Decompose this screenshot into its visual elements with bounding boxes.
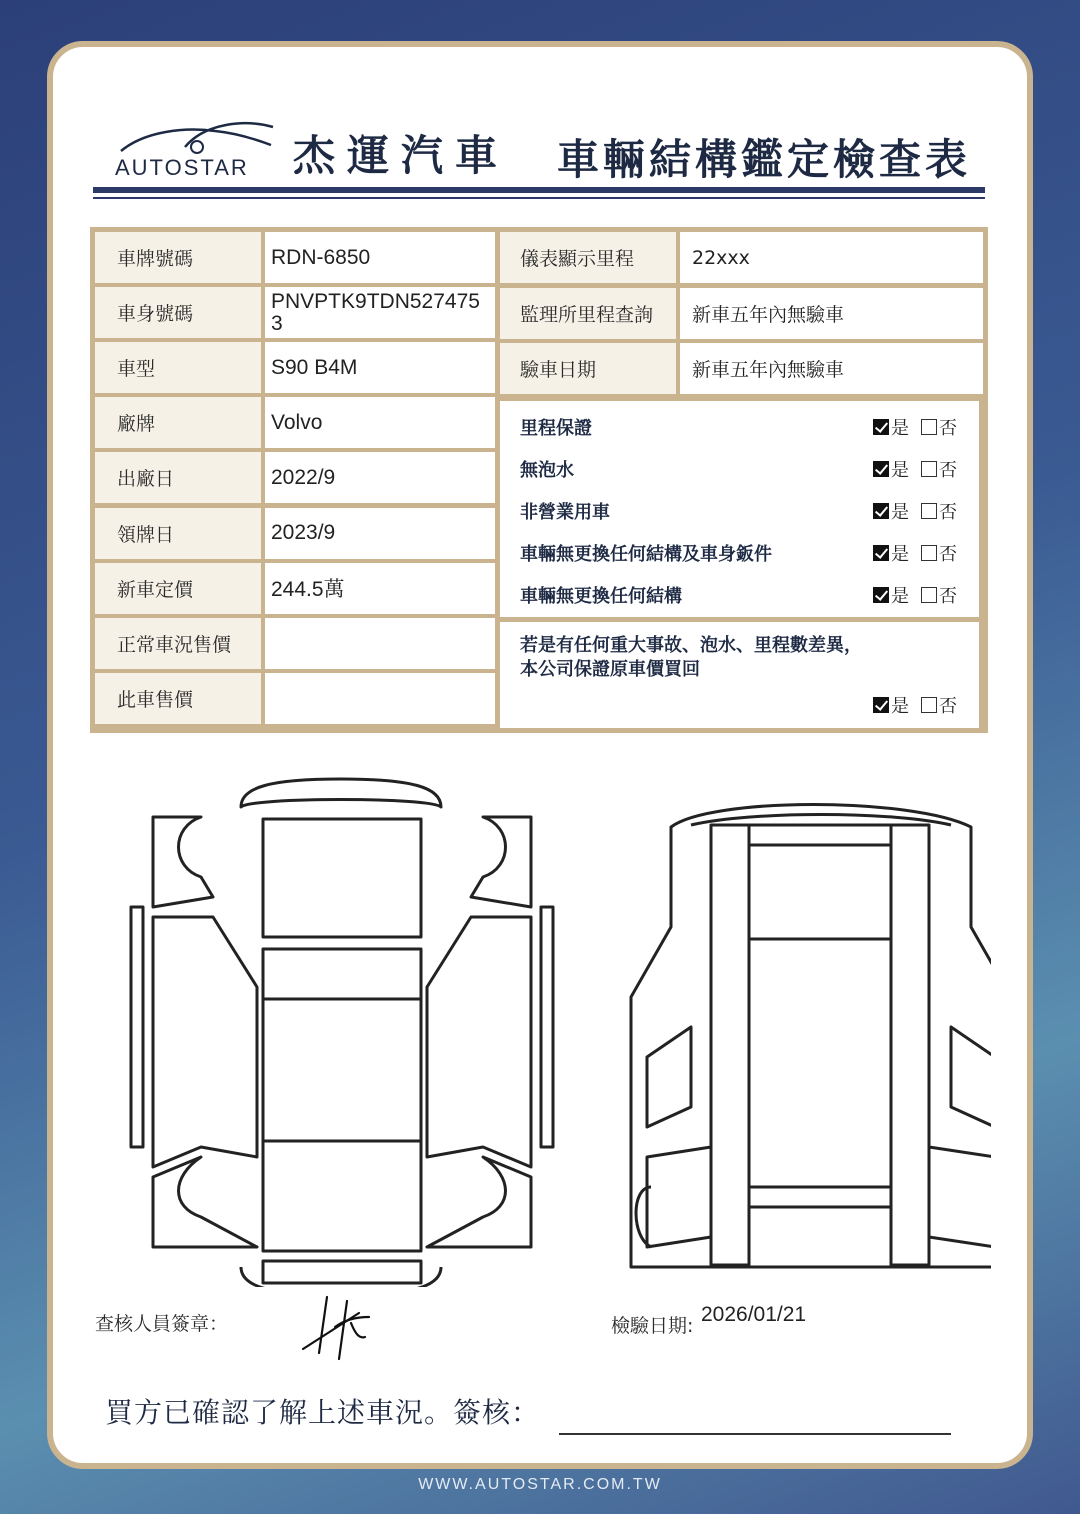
diagram-front-view-bumper <box>647 1147 991 1247</box>
checklist-no-label: 否 <box>939 502 957 523</box>
mileage-row-label-text: 儀表顯示里程 <box>520 248 635 270</box>
diagram-front-bumper <box>241 779 441 807</box>
vehicle-row-label <box>95 673 261 724</box>
checklist-yes-label: 是 <box>891 502 909 523</box>
checklist-yes-label: 是 <box>891 544 909 565</box>
diagram-left-rocker <box>131 907 143 1147</box>
vehicle-row <box>95 232 495 283</box>
buyback-yes-checkbox[interactable] <box>873 697 889 713</box>
diagram-right-doors <box>427 917 531 1167</box>
vehicle-row-value: S90 B4M <box>265 342 495 393</box>
mileage-row-value: 新車五年內無驗車 <box>680 288 983 339</box>
vehicle-row-value: 2022/9 <box>265 452 495 503</box>
checklist-yes-no <box>873 540 957 566</box>
diagram-right-fender <box>471 817 531 907</box>
buyback-no-label: 否 <box>939 696 957 717</box>
mileage-row-label <box>500 288 676 339</box>
mileage-row-label <box>500 232 676 283</box>
vehicle-row <box>95 508 495 559</box>
vehicle-row-label-text: 領牌日 <box>117 523 175 546</box>
diagram-front-view-outline <box>631 805 991 1268</box>
vehicle-row-label-text: 新車定價 <box>117 578 194 601</box>
buyback-guarantee-text: 若是有任何重大事故、泡水、里程數差異， 本公司保證原車價買回 <box>520 635 862 680</box>
vehicle-row-label-text: 車型 <box>117 358 156 381</box>
checklist-yes-checkbox[interactable] <box>873 461 889 477</box>
diagram-hood <box>263 819 421 937</box>
vehicle-row-label <box>95 452 261 503</box>
autostar-logo <box>115 117 275 181</box>
vehicle-row-label-text: 出廠日 <box>117 468 175 491</box>
buyback-guarantee <box>500 622 979 728</box>
title-divider-thin <box>93 197 985 199</box>
diagram-rear-panel <box>263 1261 421 1283</box>
vehicle-row-label <box>95 232 261 283</box>
vehicle-row <box>95 673 495 724</box>
checklist-no-checkbox[interactable] <box>921 419 937 435</box>
checklist-yes-checkbox[interactable] <box>873 419 889 435</box>
inspector-signature-mark <box>299 1293 379 1363</box>
brand-name: 杰運汽車 <box>293 131 510 180</box>
mileage-row-value: 新車五年內無驗車 <box>680 343 983 394</box>
checklist-item <box>500 407 979 447</box>
buyback-yes-no <box>873 692 957 718</box>
vehicle-row <box>95 618 495 669</box>
diagram-frame-rail-right <box>891 825 929 1265</box>
checklist-yes-no <box>873 456 957 482</box>
inspector-signature-label: 查核人員簽章： <box>95 1313 229 1335</box>
vehicle-row-label <box>95 342 261 393</box>
diagram-front-view-headlight-left <box>647 1027 691 1127</box>
diagram-left-quarter <box>153 1157 257 1247</box>
checklist-no-label: 否 <box>939 586 957 607</box>
mileage-row-value: 22xxx <box>680 232 983 283</box>
mileage-row <box>500 343 983 394</box>
checklist-yes-checkbox[interactable] <box>873 545 889 561</box>
vehicle-row-value: Volvo <box>265 397 495 448</box>
buyer-signature-line[interactable] <box>559 1433 951 1435</box>
document-title: 車輛結構鑑定檢查表 <box>557 135 972 184</box>
vehicle-row <box>95 563 495 614</box>
vehicle-info-table <box>90 227 988 733</box>
checklist-yes-no <box>873 498 957 524</box>
checklist-item <box>500 449 979 489</box>
buyer-confirmation-text: 買方已確認了解上述車況。簽核： <box>105 1396 541 1429</box>
title-divider <box>93 187 985 193</box>
checklist-item-label: 里程保證 <box>520 418 592 439</box>
vehicle-row-label <box>95 563 261 614</box>
mileage-row <box>500 288 983 339</box>
vehicle-row-label <box>95 397 261 448</box>
checklist-yes-checkbox[interactable] <box>873 587 889 603</box>
checklist-item-label: 無泡水 <box>520 460 574 481</box>
vehicle-row-label <box>95 618 261 669</box>
buyback-yes-label: 是 <box>891 696 909 717</box>
mileage-row-label <box>500 343 676 394</box>
mileage-row-label-text: 監理所里程查詢 <box>520 303 654 326</box>
checklist-no-label: 否 <box>939 460 957 481</box>
vehicle-row-label <box>95 287 261 338</box>
vehicle-row-label-text: 此車售價 <box>117 688 194 711</box>
guarantee-checklist <box>500 401 979 617</box>
vehicle-row <box>95 452 495 503</box>
checklist-item <box>500 491 979 531</box>
vehicle-row-label-text: 廠牌 <box>117 413 156 436</box>
checklist-yes-label: 是 <box>891 460 909 481</box>
vehicle-row <box>95 397 495 448</box>
diagram-front-view-wheel-left <box>636 1187 651 1247</box>
inspection-date-label: 檢驗日期: <box>611 1315 694 1337</box>
checklist-item-label: 車輛無更換任何結構 <box>520 586 682 607</box>
checklist-no-checkbox[interactable] <box>921 545 937 561</box>
diagram-left-fender <box>153 817 213 907</box>
buyback-no-checkbox[interactable] <box>921 697 937 713</box>
vehicle-row-label <box>95 508 261 559</box>
checklist-yes-checkbox[interactable] <box>873 503 889 519</box>
mileage-row <box>500 232 983 283</box>
checklist-item-label: 車輛無更換任何結構及車身鈑件 <box>520 544 772 565</box>
vehicle-row-value <box>265 673 495 724</box>
checklist-yes-no <box>873 582 957 608</box>
vehicle-row-label-text: 車牌號碼 <box>117 248 194 270</box>
diagram-frame-crossmember-top <box>749 825 891 845</box>
vehicle-row-value: PNVPTK9TDN5274753 <box>265 287 495 338</box>
diagram-right-rocker <box>541 907 553 1147</box>
diagram-right-quarter <box>427 1157 531 1247</box>
vehicle-row-value <box>265 618 495 669</box>
inspection-form-card <box>47 41 1033 1469</box>
checklist-no-checkbox[interactable] <box>921 461 937 477</box>
checklist-no-checkbox[interactable] <box>921 503 937 519</box>
checklist-yes-label: 是 <box>891 586 909 607</box>
diagram-front-view-roof <box>691 815 951 826</box>
car-body-diagram <box>91 767 991 1287</box>
logo-text: AUTOSTAR <box>115 155 249 180</box>
diagram-frame-rail-left <box>711 825 749 1265</box>
checklist-no-label: 否 <box>939 418 957 439</box>
diagram-trunk <box>263 1141 421 1251</box>
diagram-cabin <box>263 999 421 1141</box>
vehicle-row <box>95 342 495 393</box>
diagram-front-view-headlight-right <box>951 1027 991 1127</box>
mileage-row-label-text: 驗車日期 <box>520 359 597 381</box>
inspection-date-value: 2026/01/21 <box>701 1303 807 1326</box>
vehicle-row-label-text: 車身號碼 <box>117 303 194 326</box>
footer-website[interactable]: WWW.AUTOSTAR.COM.TW <box>418 1476 662 1493</box>
checklist-no-checkbox[interactable] <box>921 587 937 603</box>
checklist-yes-no <box>873 414 957 440</box>
checklist-no-label: 否 <box>939 544 957 565</box>
vehicle-row-value: 244.5萬 <box>265 563 495 614</box>
vehicle-row-value: RDN-6850 <box>265 232 495 283</box>
checklist-item <box>500 575 979 615</box>
vehicle-row-value: 2023/9 <box>265 508 495 559</box>
diagram-left-doors <box>153 917 257 1167</box>
diagram-roof <box>263 949 421 999</box>
checklist-item <box>500 533 979 573</box>
diagram-frame-crossmember-bottom <box>749 1187 891 1207</box>
checklist-item-label: 非營業用車 <box>520 502 610 523</box>
vehicle-row-label-text: 正常車況售價 <box>117 633 232 656</box>
diagram-front-view-grille <box>749 939 891 1187</box>
checklist-yes-label: 是 <box>891 418 909 439</box>
vehicle-row <box>95 287 495 338</box>
